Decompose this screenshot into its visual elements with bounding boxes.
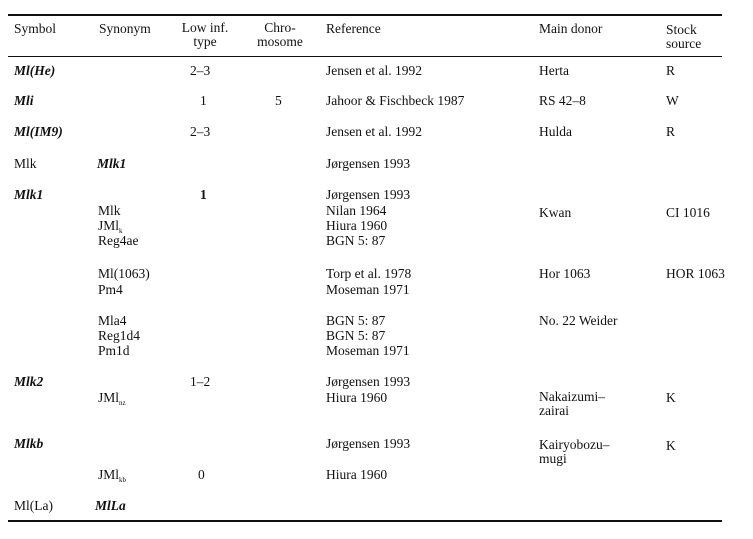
- cell-symbol: Mli: [14, 93, 34, 108]
- cell-synonym: Reg1d4: [98, 328, 140, 343]
- cell-stock: W: [666, 93, 679, 108]
- cell-donor: No. 22 Weider: [539, 313, 618, 328]
- donor-line2: mugi: [539, 451, 567, 466]
- donor-line1: Nakaizumi–: [539, 389, 605, 404]
- header-stock-line2: source: [666, 36, 702, 51]
- cell-reference: Jørgensen 1993: [326, 156, 411, 171]
- cell-symbol: Ml(La): [14, 498, 53, 513]
- header-stock-line1: Stock: [666, 22, 697, 37]
- cell-reference: Jensen et al. 1992: [326, 124, 422, 139]
- cell-stock: CI 1016: [666, 205, 710, 220]
- cell-low-inf: 1: [200, 93, 207, 108]
- cell-synonym: Mlk1: [97, 156, 127, 171]
- cell-reference: Nilan 1964: [326, 203, 387, 218]
- donor-line2: zairai: [539, 403, 569, 418]
- cell-reference: Hiura 1960: [326, 467, 388, 482]
- cell-low-inf: 2–3: [190, 63, 211, 78]
- cell-low-inf: 1–2: [190, 374, 211, 389]
- synonym-base: JMl: [98, 218, 120, 233]
- cell-reference: Jahoor & Fischbeck 1987: [326, 93, 465, 108]
- cell-reference: Hiura 1960: [326, 390, 388, 405]
- cell-symbol: Mlkb: [14, 436, 44, 451]
- cell-symbol: Ml(He): [14, 63, 56, 78]
- header-chrom-line2: mosome: [257, 34, 303, 49]
- cell-donor: Kwan: [539, 205, 572, 220]
- cell-synonym: [98, 390, 126, 411]
- header-rule: [8, 56, 722, 57]
- cell-stock: K: [666, 390, 676, 405]
- cell-synonym: Pm4: [98, 282, 123, 297]
- cell-reference: Torp et al. 1978: [326, 266, 412, 281]
- cell-reference: Hiura 1960: [326, 218, 388, 233]
- cell-synonym: Ml(1063): [98, 266, 150, 281]
- cell-reference: Moseman 1971: [326, 343, 410, 358]
- cell-synonym: Pm1d: [98, 343, 130, 358]
- cell-low-inf: 0: [198, 467, 205, 482]
- cell-synonym: [98, 467, 126, 488]
- synonym-subscript: kb: [119, 476, 127, 484]
- cell-donor: [539, 390, 605, 418]
- synonym-base: JMl: [98, 390, 120, 405]
- cell-reference: BGN 5: 87: [326, 233, 386, 248]
- cell-synonym: MlLa: [95, 498, 126, 513]
- cell-stock: R: [666, 63, 676, 78]
- cell-synonym: Mla4: [98, 313, 127, 328]
- cell-stock: HOR 1063: [666, 266, 725, 281]
- header-synonym: Synonym: [99, 21, 151, 36]
- cell-reference: Jørgensen 1993: [326, 436, 411, 451]
- cell-low-inf: 2–3: [190, 124, 211, 139]
- header-low-inf-line1: Low inf.: [181, 20, 229, 35]
- header-low-inf-line2: type: [193, 34, 217, 49]
- cell-donor: Hulda: [539, 124, 572, 139]
- cell-reference: BGN 5: 87: [326, 313, 386, 328]
- header-chromosome: [248, 21, 312, 49]
- cell-symbol: Ml(IM9): [14, 124, 63, 139]
- cell-synonym: Reg4ae: [98, 233, 139, 248]
- cell-low-inf: 1: [200, 187, 207, 202]
- synonym-base: JMl: [98, 467, 120, 482]
- cell-symbol: Mlk1: [14, 187, 44, 202]
- cell-chromosome: 5: [275, 93, 282, 108]
- cell-reference: Jensen et al. 1992: [326, 63, 422, 78]
- bottom-rule: [8, 520, 722, 522]
- header-low-inf: [170, 21, 240, 49]
- cell-symbol: Mlk2: [14, 374, 44, 389]
- cell-reference: Jørgensen 1993: [326, 187, 411, 202]
- cell-symbol: Mlk: [14, 156, 37, 171]
- header-reference: Reference: [326, 21, 381, 36]
- top-rule: [8, 14, 722, 16]
- cell-donor: Hor 1063: [539, 266, 591, 281]
- cell-reference: Jørgensen 1993: [326, 374, 411, 389]
- cell-donor: [539, 438, 609, 466]
- header-main-donor: Main donor: [539, 21, 603, 36]
- donor-line1: Kairyobozu–: [539, 437, 610, 452]
- cell-reference: Moseman 1971: [326, 282, 410, 297]
- cell-stock: R: [666, 124, 676, 139]
- header-chrom-line1: Chro-: [264, 20, 296, 35]
- header-symbol: Symbol: [14, 21, 57, 36]
- cell-stock: K: [666, 438, 676, 453]
- synonym-subscript: nz: [119, 399, 126, 407]
- cell-synonym: Mlk: [98, 203, 121, 218]
- cell-reference: BGN 5: 87: [326, 328, 386, 343]
- synonym-subscript: k: [119, 227, 123, 235]
- cell-donor: Herta: [539, 63, 569, 78]
- cell-donor: RS 42–8: [539, 93, 586, 108]
- header-stock-source: [666, 23, 701, 51]
